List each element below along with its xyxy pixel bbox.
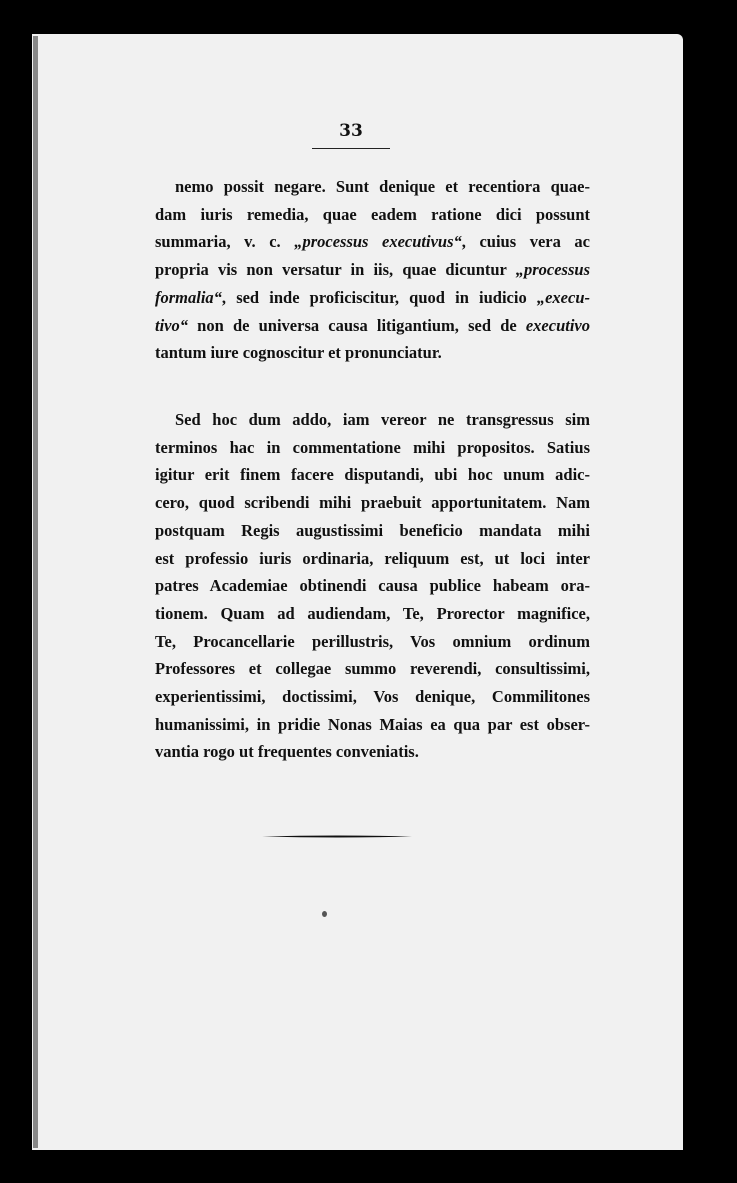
paragraph-1 [155,173,590,367]
text-run: postquam Regis augustissimi beneficio mandata mihi [155,520,590,540]
text-line [155,256,590,284]
text-run: propria vis non versatur in iis, quae dicuntur [155,260,516,280]
text-run: cero, quod scribendi mihi praebuit apportunitatem. Nam [155,493,590,513]
page-binding-edge [33,36,38,1148]
text-run: est professio iuris ordinaria, reliquum est, ut loci inter [155,548,590,568]
text-run: vantia rogo ut frequentes conveniatis. [155,742,419,762]
text-run: patres Academiae obtinendi causa publice habeam ora- [155,576,590,596]
text-line [155,228,590,256]
text-line [155,489,590,517]
text-run: dam iuris remedia, quae eadem ratione dici possunt [155,204,590,224]
text-run: Te, Procancellarie perillustris, Vos omnium ordinum [155,631,590,651]
text-line [155,711,590,739]
italic-term: tivo“ [155,315,188,335]
ink-speck [322,911,327,917]
text-line [155,434,590,462]
text-line [155,628,590,656]
text-run: humanissimi, in pridie Nonas Maias ea qua par est obser- [155,714,590,734]
text-line [155,683,590,711]
italic-term: „processus [515,260,590,280]
text-line [155,572,590,600]
italic-term: executivo [525,315,590,335]
text-run: terminos hac in commentatione mihi propositos. Satius [155,437,590,457]
text-line [155,173,590,201]
text-run: Professores et collegae summo reverendi, consultissimi, [155,659,590,679]
text-run: igitur erit finem facere disputandi, ubi hoc unum adic- [155,465,590,485]
italic-term: „execu- [536,287,590,307]
ornamental-divider [262,835,412,838]
text-run: nemo possit negare. Sunt denique et recentiora quae- [175,177,590,196]
text-line [155,312,590,340]
text-line [155,339,590,367]
page-number-rule [312,148,390,149]
text-run: tionem. Quam ad audiendam, Te, Prorector magnifice, [155,603,590,623]
text-run: , cuius vera ac [461,232,590,252]
text-line [155,655,590,683]
text-run: Sed hoc dum addo, iam vereor ne transgressus sim [175,410,590,429]
text-line [155,738,590,766]
text-line [155,600,590,628]
text-run: tantum iure cognoscitur et pronunciatur. [155,343,442,363]
text-run: experientissimi, doctissimi, Vos denique, Commilitones [155,687,590,707]
text-run: summaria, v. c. [155,232,295,252]
text-run: , sed inde proficiscitur, quod in iudicio [221,287,537,307]
italic-term: formalia“ [155,287,222,307]
text-run: non de universa causa litigantium, sed de [188,315,526,335]
text-line [155,406,590,434]
text-line [155,201,590,229]
italic-term: „processus executivus“ [294,232,462,252]
paragraph-2 [155,406,590,766]
text-line [155,461,590,489]
text-line [155,517,590,545]
page-number: 33 [339,121,363,141]
text-line [155,545,590,573]
text-line [155,284,590,312]
